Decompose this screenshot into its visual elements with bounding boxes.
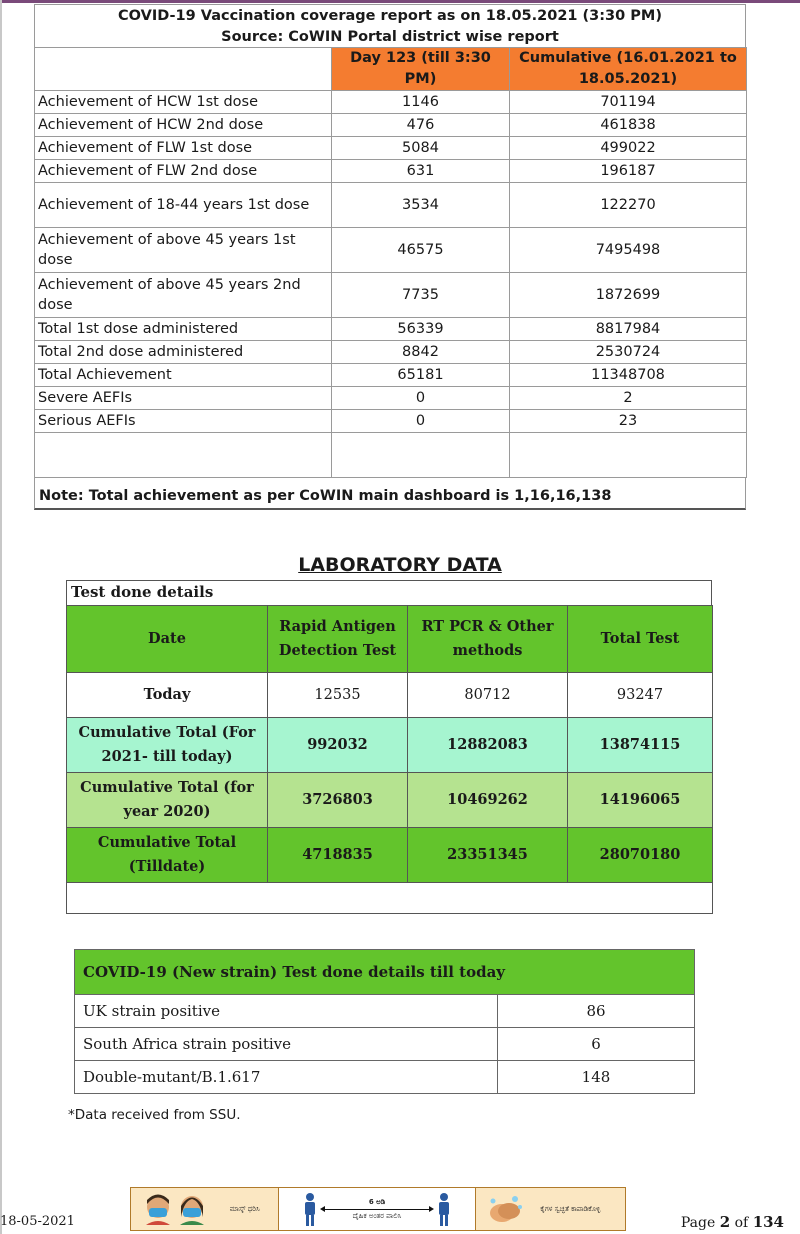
banner-distance [319,1198,435,1221]
row-cumulative-value: 461838 [510,114,747,137]
row-day-value: 0 [332,410,510,433]
table-row [35,160,747,183]
row-cumulative-value: 196187 [510,160,747,183]
row-label: Achievement of above 45 years 1st dose [35,228,332,273]
lab-rapid-value: 12535 [268,673,408,718]
table-row [35,341,747,364]
table-row [35,137,747,160]
table-row [75,995,695,1028]
empty-cell [510,433,747,478]
table-row [35,228,747,273]
vaccination-header-row [35,48,747,91]
vaccination-report [34,4,746,510]
lab-rtpcr-value: 10469262 [408,773,568,828]
banner-distance-caption: ದೈಹಿಕ ಅಂತರ ಪಾಲಿಸಿ [352,1211,402,1220]
strain-value: 86 [498,995,695,1028]
table-row [35,91,747,114]
lab-row-label: Cumulative Total (for year 2020) [67,773,268,828]
row-label: Serious AEFIs [35,410,332,433]
row-day-value: 5084 [332,137,510,160]
row-label: Achievement of FLW 1st dose [35,137,332,160]
empty-cell [67,883,713,914]
strain-section [74,949,694,1094]
strain-label: South Africa strain positive [75,1028,498,1061]
table-row [75,1028,695,1061]
strain-label: UK strain positive [75,995,498,1028]
table-row [35,410,747,433]
lab-rtpcr-value: 80712 [408,673,568,718]
row-day-value: 46575 [332,228,510,273]
banner-distance-segment [279,1188,474,1230]
page-of: of [734,1215,749,1231]
table-row [67,718,713,773]
row-day-value: 65181 [332,364,510,387]
lab-col-rapid: Rapid Antigen Detection Test [268,606,408,673]
lab-rapid-value: 4718835 [268,828,408,883]
lab-rtpcr-value: 12882083 [408,718,568,773]
lab-row-label: Cumulative Total (For 2021- till today) [67,718,268,773]
table-row [35,273,747,318]
empty-cell [332,433,510,478]
row-cumulative-value: 7495498 [510,228,747,273]
page-total: 134 [752,1213,784,1231]
masked-faces-icon [140,1191,220,1227]
row-cumulative-value: 2530724 [510,341,747,364]
table-row-empty [35,433,747,478]
row-cumulative-value: 1872699 [510,273,747,318]
laboratory-title-wrap [0,554,800,576]
laboratory-header-row [67,606,713,673]
lab-total-value: 93247 [568,673,713,718]
hand-wash-icon [485,1191,525,1227]
table-row [35,387,747,410]
page-number [681,1213,784,1231]
footnote: *Data received from SSU. [68,1107,241,1123]
lab-col-total: Total Test [568,606,713,673]
strain-value: 6 [498,1028,695,1061]
table-row [35,114,747,137]
row-day-value: 0 [332,387,510,410]
laboratory-section [66,580,712,914]
row-label: Achievement of FLW 2nd dose [35,160,332,183]
row-day-value: 631 [332,160,510,183]
lab-col-rtpcr: RT PCR & Other methods [408,606,568,673]
strain-title: COVID-19 (New strain) Test done details till today [75,950,695,995]
table-row [67,773,713,828]
double-arrow-icon [322,1209,432,1210]
table-row [67,673,713,718]
row-cumulative-value: 499022 [510,137,747,160]
table-row [35,364,747,387]
row-cumulative-value: 2 [510,387,747,410]
row-day-value: 56339 [332,318,510,341]
empty-cell [35,433,332,478]
vaccination-note: Note: Total achievement as per CoWIN main dashboard is 1,16,16,138 [34,478,746,510]
left-border [0,0,2,1234]
lab-row-label: Today [67,673,268,718]
vaccination-header-blank [35,48,332,91]
covid-appropriate-behaviour-banner [130,1187,626,1231]
page-prefix: Page [680,1215,716,1231]
row-label: Total Achievement [35,364,332,387]
row-cumulative-value: 11348708 [510,364,747,387]
row-day-value: 1146 [332,91,510,114]
lab-rapid-value: 992032 [268,718,408,773]
person-icon [435,1191,453,1227]
vaccination-title: COVID-19 Vaccination coverage report as on 18.05.2021 (3:30 PM) [34,4,746,27]
lab-total-value: 28070180 [568,828,713,883]
lab-rapid-value: 3726803 [268,773,408,828]
banner-mask-caption: ಮಾಸ್ಕ್ ಧರಿಸಿ [229,1204,260,1213]
laboratory-title: LABORATORY DATA [298,554,502,576]
row-cumulative-value: 122270 [510,183,747,228]
strain-table [74,949,695,1094]
footer-date: 18-05-2021 [0,1214,75,1229]
lab-rtpcr-value: 23351345 [408,828,568,883]
banner-distance-label: 6 ಅಡಿ [368,1197,386,1206]
row-cumulative-value: 8817984 [510,318,747,341]
vaccination-col-cumulative: Cumulative (16.01.2021 to 18.05.2021) [510,48,747,91]
table-row-empty [67,883,713,914]
vaccination-source: Source: CoWIN Portal district wise report [34,27,746,47]
table-row [35,183,747,228]
row-label: Achievement of 18-44 years 1st dose [35,183,332,228]
strain-value: 148 [498,1061,695,1094]
row-day-value: 8842 [332,341,510,364]
row-day-value: 3534 [332,183,510,228]
banner-hands-caption: ಕೈಗಳ ಸ್ವಚ್ಛತೆ ಕಾಪಾಡಿಕೊಳ್ಳಿ [540,1204,601,1213]
row-label: Achievement of HCW 1st dose [35,91,332,114]
banner-hands-segment [475,1188,625,1230]
top-border [0,0,800,3]
row-day-value: 7735 [332,273,510,318]
row-label: Achievement of HCW 2nd dose [35,114,332,137]
laboratory-table [66,605,713,914]
vaccination-col-day: Day 123 (till 3:30 PM) [332,48,510,91]
table-row [75,1061,695,1094]
lab-row-label: Cumulative Total (Tilldate) [67,828,268,883]
strain-label: Double-mutant/B.1.617 [75,1061,498,1094]
row-label: Severe AEFIs [35,387,332,410]
banner-mask-segment [131,1188,279,1230]
laboratory-caption: Test done details [66,580,712,605]
person-icon [301,1191,319,1227]
vaccination-table [34,47,747,478]
lab-col-date: Date [67,606,268,673]
strain-header-row [75,950,695,995]
row-label: Total 1st dose administered [35,318,332,341]
table-row [67,828,713,883]
row-day-value: 476 [332,114,510,137]
page-current: 2 [719,1213,731,1231]
row-cumulative-value: 701194 [510,91,747,114]
table-row [35,318,747,341]
row-label: Achievement of above 45 years 2nd dose [35,273,332,318]
row-cumulative-value: 23 [510,410,747,433]
lab-total-value: 13874115 [568,718,713,773]
lab-total-value: 14196065 [568,773,713,828]
row-label: Total 2nd dose administered [35,341,332,364]
